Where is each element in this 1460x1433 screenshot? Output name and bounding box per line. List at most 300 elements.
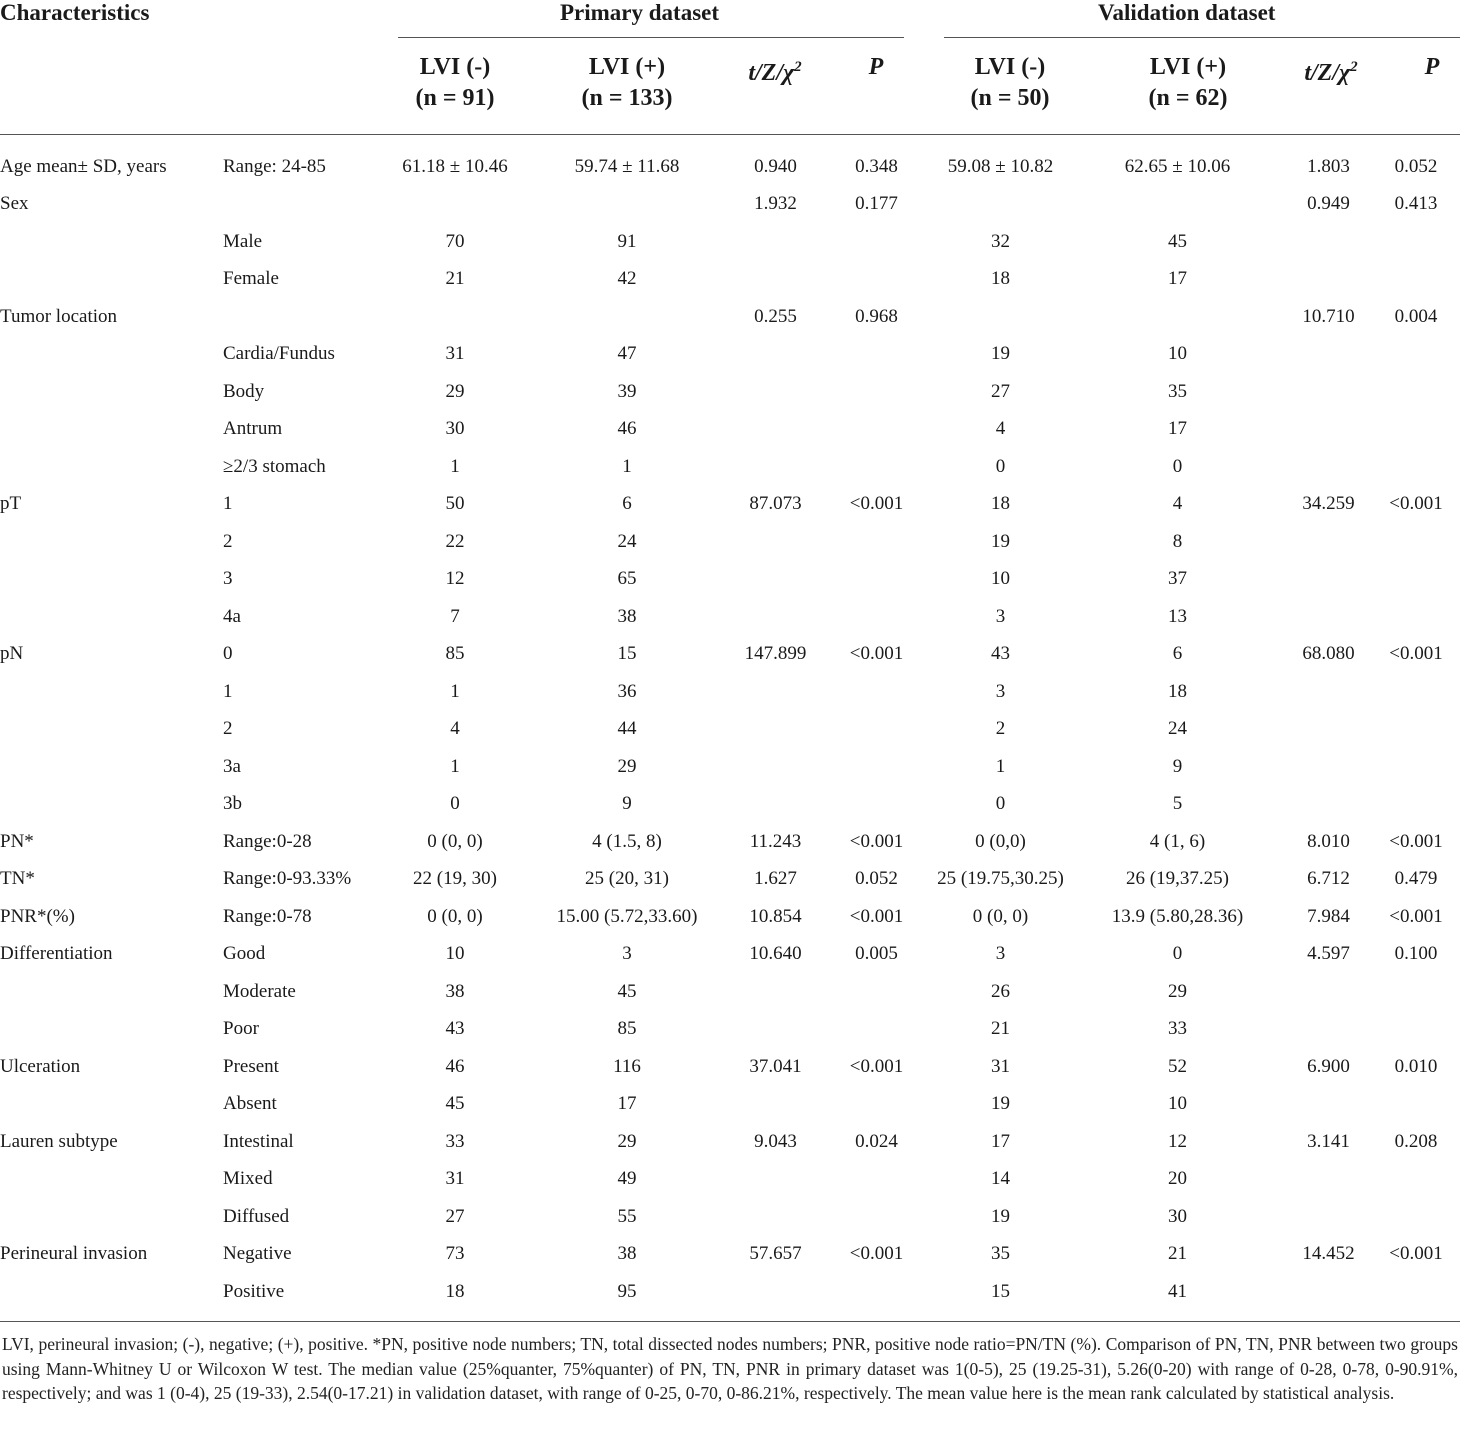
- category-cell: Moderate: [223, 980, 296, 1002]
- validation-stat-cell: [1285, 448, 1372, 486]
- primary-neg-cell: 70: [445, 230, 465, 252]
- validation-stat-cell: 7.984: [1307, 905, 1350, 927]
- primary-neg-cell: 31: [445, 1168, 465, 1190]
- validation-stat-cell: [1285, 1011, 1372, 1049]
- category-cell: 0: [223, 643, 233, 665]
- table-row: [0, 936, 1460, 974]
- primary-p-cell: [822, 1161, 931, 1199]
- validation-p-cell: 0.413: [1394, 193, 1438, 215]
- validation-neg-cell: 2: [995, 718, 1006, 740]
- validation-stat-cell: [1285, 523, 1372, 561]
- category-cell: Intestinal: [223, 1130, 294, 1152]
- primary-p-cell: 0.348: [855, 155, 898, 177]
- category-cell: 2: [223, 718, 233, 740]
- table-header-top: [0, 0, 1460, 34]
- validation-neg-cell: 32: [991, 230, 1010, 252]
- primary-pos-cell: 3: [622, 943, 632, 965]
- validation-pos-cell: 10: [1168, 1093, 1187, 1115]
- validation-p-cell: [1372, 448, 1460, 486]
- primary-pos-cell: 9: [622, 793, 632, 815]
- characteristic-cell: [0, 523, 223, 561]
- primary-p-cell: [822, 598, 931, 636]
- validation-neg-cell: 3: [995, 680, 1006, 702]
- primary-neg-cell: 10: [445, 943, 465, 965]
- validation-stat-cell: 6.712: [1307, 868, 1350, 890]
- characteristic-cell: Sex: [0, 193, 29, 215]
- primary-stat-cell: [729, 673, 822, 711]
- characteristic-cell: [0, 373, 223, 411]
- validation-stat-cell: [1285, 261, 1372, 299]
- table-row: [0, 1161, 1460, 1199]
- primary-pos-cell: 47: [617, 343, 637, 365]
- validation-pos-cell: 12: [1168, 1130, 1187, 1152]
- characteristic-cell: TN*: [0, 868, 35, 890]
- validation-neg-cell: 1: [995, 755, 1006, 777]
- primary-p-cell: [822, 523, 931, 561]
- characteristic-cell: [0, 1086, 223, 1124]
- validation-pos-cell: 41: [1168, 1280, 1187, 1302]
- category-cell: 1: [223, 680, 233, 702]
- validation-p-cell: [1372, 598, 1460, 636]
- table-bottom-rule: [0, 1321, 1460, 1322]
- primary-stat-cell: 87.073: [749, 493, 802, 515]
- primary-pos-cell: 95: [617, 1280, 637, 1302]
- characteristic-cell: pN: [0, 643, 24, 665]
- primary-p-cell: [822, 448, 931, 486]
- validation-neg-cell: 3: [995, 605, 1006, 627]
- validation-p-cell: 0.479: [1394, 868, 1438, 890]
- validation-stat-cell: [1285, 1086, 1372, 1124]
- characteristic-cell: [0, 973, 223, 1011]
- validation-stat-cell: 4.597: [1307, 943, 1350, 965]
- category-cell: Range: 24-85: [223, 155, 326, 177]
- primary-pos-cell: 49: [617, 1168, 637, 1190]
- primary-p-cell: [822, 973, 931, 1011]
- primary-neg-cell: 73: [445, 1243, 465, 1265]
- validation-pos-cell: 0: [1172, 943, 1183, 965]
- primary-p-cell: [822, 411, 931, 449]
- table-row: [0, 223, 1460, 261]
- validation-p-cell: [1372, 373, 1460, 411]
- validation-p-cell: [1372, 973, 1460, 1011]
- primary-neg-cell: 31: [445, 343, 465, 365]
- validation-neg-cell: 0 (0, 0): [972, 905, 1029, 927]
- category-cell: Body: [223, 380, 265, 402]
- primary-p-cell: [822, 336, 931, 374]
- validation-pos-cell: 30: [1168, 1205, 1187, 1227]
- characteristic-cell: [0, 748, 223, 786]
- validation-pos-cell: 17: [1168, 418, 1187, 440]
- validation-p-cell: [1372, 748, 1460, 786]
- primary-pos-cell: 59.74 ± 11.68: [574, 155, 680, 177]
- table-row: [0, 261, 1460, 299]
- table-row: [0, 523, 1460, 561]
- primary-p-cell: [822, 1086, 931, 1124]
- primary-stat-cell: [729, 973, 822, 1011]
- primary-pos-cell: 44: [617, 718, 637, 740]
- validation-pos-cell: [1070, 186, 1285, 224]
- primary-neg-cell: 27: [445, 1205, 465, 1227]
- validation-group-rule: [944, 37, 1460, 38]
- validation-stat-cell: 0.949: [1307, 193, 1350, 215]
- primary-stat-cell: 1.627: [754, 868, 797, 890]
- validation-p-cell: [1372, 223, 1460, 261]
- primary-neg-cell: 0: [450, 793, 460, 815]
- primary-p-cell: <0.001: [849, 1243, 904, 1265]
- table-row: [0, 448, 1460, 486]
- validation-neg-cell: 18: [991, 268, 1010, 290]
- primary-dataset-heading: Primary dataset: [560, 0, 720, 25]
- table-row: [0, 1086, 1460, 1124]
- primary-stat-cell: [729, 261, 822, 299]
- primary-neg-cell: [385, 186, 525, 224]
- validation-p-cell: [1372, 1086, 1460, 1124]
- validation-neg-cell: 0: [995, 793, 1006, 815]
- primary-pos-cell: 24: [617, 530, 637, 552]
- table-row: [0, 711, 1460, 749]
- characteristic-cell: pT: [0, 493, 22, 515]
- validation-stat-cell: [1285, 973, 1372, 1011]
- primary-stat-cell: [729, 411, 822, 449]
- primary-p-cell: <0.001: [849, 830, 904, 852]
- validation-neg-cell: 43: [991, 643, 1010, 665]
- validation-pos-cell: 35: [1168, 380, 1187, 402]
- characteristic-cell: [0, 411, 223, 449]
- validation-neg-cell: 10: [991, 568, 1010, 590]
- category-cell: Diffused: [223, 1205, 290, 1227]
- primary-lvi-negative-header: LVI (-) (n = 91): [415, 54, 495, 111]
- primary-neg-cell: 21: [445, 268, 465, 290]
- primary-neg-cell: 4: [450, 718, 460, 740]
- validation-pos-cell: 24: [1168, 718, 1187, 740]
- primary-stat-cell: 1.932: [754, 193, 797, 215]
- category-cell: 3b: [223, 793, 242, 815]
- characteristic-cell: [0, 261, 223, 299]
- validation-stat-cell: [1285, 561, 1372, 599]
- table-row: [0, 973, 1460, 1011]
- primary-neg-cell: 85: [445, 643, 465, 665]
- table-row: [0, 1236, 1460, 1274]
- primary-p-cell: [822, 1011, 931, 1049]
- primary-neg-cell: 12: [445, 568, 465, 590]
- primary-stat-cell: [729, 523, 822, 561]
- category-cell: Mixed: [223, 1168, 273, 1190]
- validation-pos-cell: 4: [1172, 493, 1183, 515]
- primary-stat-cell: 147.899: [744, 643, 807, 665]
- table-row: [0, 186, 1460, 224]
- table-row: [0, 336, 1460, 374]
- primary-neg-cell: 29: [445, 380, 465, 402]
- primary-pos-cell: 15: [617, 643, 637, 665]
- primary-pos-cell: 116: [613, 1055, 641, 1077]
- primary-stat-cell: [729, 748, 822, 786]
- primary-p-cell: 0.024: [855, 1130, 898, 1152]
- primary-p-cell: 0.005: [855, 943, 898, 965]
- validation-p-cell: <0.001: [1389, 830, 1443, 852]
- primary-p-cell: [822, 1273, 931, 1311]
- category-cell: 1: [223, 493, 233, 515]
- validation-stat-cell: [1285, 336, 1372, 374]
- characteristic-cell: [0, 561, 223, 599]
- validation-pos-cell: 8: [1172, 530, 1183, 552]
- validation-neg-cell: 3: [995, 943, 1006, 965]
- primary-p-cell: <0.001: [849, 1055, 904, 1077]
- validation-stat-cell: 3.141: [1307, 1130, 1350, 1152]
- table-row: [0, 786, 1460, 824]
- characteristic-cell: Tumor location: [0, 305, 117, 327]
- validation-neg-cell: [931, 186, 1070, 224]
- primary-pos-cell: 25 (20, 31): [585, 868, 669, 890]
- primary-p-cell: [822, 786, 931, 824]
- category-cell: ≥2/3 stomach: [223, 455, 326, 477]
- category-cell: Good: [223, 943, 266, 965]
- primary-stat-cell: [729, 1198, 822, 1236]
- validation-p-cell: [1372, 1273, 1460, 1311]
- table-row: [0, 823, 1460, 861]
- validation-neg-cell: 19: [991, 343, 1010, 365]
- primary-pos-cell: 17: [617, 1093, 637, 1115]
- primary-pos-cell: 38: [617, 605, 637, 627]
- validation-neg-cell: 26: [991, 980, 1010, 1002]
- characteristic-cell: [0, 1273, 223, 1311]
- validation-p-cell: [1372, 673, 1460, 711]
- validation-neg-cell: 21: [991, 1018, 1010, 1040]
- primary-neg-cell: 50: [445, 493, 465, 515]
- primary-stat-cell: 11.243: [749, 830, 802, 852]
- validation-stat-cell: [1285, 411, 1372, 449]
- table-row: [0, 148, 1460, 186]
- validation-pos-cell: 33: [1168, 1018, 1187, 1040]
- validation-pos-cell: 52: [1168, 1055, 1187, 1077]
- primary-neg-cell: 46: [445, 1055, 465, 1077]
- primary-stat-cell: [729, 336, 822, 374]
- header-bottom-rule: [0, 134, 1460, 135]
- primary-stat-cell: [729, 1086, 822, 1124]
- validation-pos-cell: 0: [1172, 455, 1183, 477]
- validation-neg-cell: 17: [991, 1130, 1010, 1152]
- validation-stat-cell: 68.080: [1302, 643, 1355, 665]
- category-cell: Male: [223, 230, 263, 252]
- table-row: [0, 1198, 1460, 1236]
- table-row: [0, 1123, 1460, 1161]
- validation-p-cell: <0.001: [1389, 643, 1443, 665]
- validation-stat-cell: 8.010: [1307, 830, 1350, 852]
- primary-stat-cell: 10.854: [749, 905, 802, 927]
- table-footnote: LVI, perineural invasion; (-), negative; (+), positive. *PN, positive node numbers; TN, total dissected nodes numbers; PNR, positive node ratio=PN/TN (%). Comparison of PN, TN, PNR between two groups using Mann-Whitney U or Wilcoxon W test. The median value (25%quanter, 75%quanter) of PN, TN, PNR in primary dataset was 1(0-5), 25 (19.25-31), 5.26(0-20) with range of 0-28, 0-78, 0-90.91%, respectively; and was 1 (0-4), 25 (19-33), 2.54(0-17.21) in validation dataset, with range of 0-25, 0-70, 0-86.21%, respectively. The mean value here is the mean rank calculated by statistical analysis.: [2, 1334, 1458, 1403]
- table-row: [0, 748, 1460, 786]
- primary-pos-cell: 4 (1.5, 8): [592, 830, 662, 852]
- validation-stat-cell: [1285, 598, 1372, 636]
- primary-stat-cell: [729, 561, 822, 599]
- validation-pos-cell: [1070, 298, 1285, 336]
- validation-dataset-heading: Validation dataset: [1098, 0, 1276, 25]
- primary-pos-cell: 6: [622, 493, 632, 515]
- category-cell: Positive: [223, 1280, 285, 1302]
- characteristic-cell: [0, 336, 223, 374]
- validation-pos-cell: 17: [1168, 268, 1187, 290]
- validation-pos-cell: 21: [1168, 1243, 1187, 1265]
- category-cell: Female: [223, 268, 279, 290]
- primary-neg-cell: 45: [445, 1093, 465, 1115]
- category-cell: Range:0-78: [223, 905, 312, 927]
- primary-pos-cell: 45: [617, 980, 637, 1002]
- category-cell: 2: [223, 530, 233, 552]
- characteristic-cell: [0, 1161, 223, 1199]
- primary-stat-cell: 9.043: [754, 1130, 797, 1152]
- validation-p-cell: [1372, 411, 1460, 449]
- validation-neg-cell: [931, 298, 1070, 336]
- primary-pos-cell: 38: [617, 1243, 637, 1265]
- validation-p-cell: [1372, 523, 1460, 561]
- validation-neg-cell: 59.08 ± 10.82: [947, 155, 1054, 177]
- validation-pos-cell: 29: [1168, 980, 1187, 1002]
- primary-statistic-header: $t/Z/\chi^2$: [748, 59, 802, 86]
- category-cell: [223, 298, 385, 336]
- characteristics-heading: Characteristics: [0, 0, 150, 25]
- primary-stat-cell: [729, 1273, 822, 1311]
- validation-p-header: P: [1424, 54, 1440, 80]
- characteristic-cell: [0, 786, 223, 824]
- primary-neg-cell: 0 (0, 0): [427, 905, 483, 927]
- category-cell: Range:0-28: [223, 830, 312, 852]
- validation-p-cell: <0.001: [1389, 905, 1443, 927]
- validation-p-cell: [1372, 261, 1460, 299]
- primary-stat-cell: 57.657: [749, 1243, 802, 1265]
- validation-neg-cell: 19: [991, 530, 1010, 552]
- table-row: [0, 898, 1460, 936]
- primary-p-cell: 0.052: [855, 868, 898, 890]
- primary-p-cell: [822, 673, 931, 711]
- validation-neg-cell: 19: [991, 1093, 1010, 1115]
- primary-neg-cell: 0 (0, 0): [427, 830, 483, 852]
- category-cell: 3: [223, 568, 233, 590]
- table-row: [0, 1011, 1460, 1049]
- primary-p-cell: <0.001: [849, 905, 904, 927]
- validation-neg-cell: 19: [991, 1205, 1010, 1227]
- validation-statistic-header: $t/Z/\chi^2$: [1304, 59, 1358, 86]
- primary-stat-cell: [729, 786, 822, 824]
- primary-p-cell: [822, 1198, 931, 1236]
- characteristic-cell: PN*: [0, 830, 34, 852]
- primary-p-cell: <0.001: [849, 643, 904, 665]
- primary-pos-cell: 91: [617, 230, 637, 252]
- primary-stat-cell: 10.640: [749, 943, 802, 965]
- primary-p-cell: <0.001: [849, 493, 904, 515]
- primary-pos-cell: 85: [617, 1018, 637, 1040]
- primary-stat-cell: [729, 1161, 822, 1199]
- validation-stat-cell: [1285, 1273, 1372, 1311]
- validation-p-cell: 0.100: [1394, 943, 1438, 965]
- characteristic-cell: Perineural invasion: [0, 1243, 148, 1265]
- validation-stat-cell: 34.259: [1302, 493, 1355, 515]
- primary-neg-cell: 30: [445, 418, 465, 440]
- validation-stat-cell: [1285, 1198, 1372, 1236]
- characteristic-cell: Ulceration: [0, 1055, 81, 1077]
- category-cell: Present: [223, 1055, 279, 1077]
- primary-stat-cell: [729, 448, 822, 486]
- validation-neg-cell: 14: [991, 1168, 1010, 1190]
- validation-lvi-positive-header: LVI (+) (n = 62): [1148, 54, 1228, 111]
- validation-stat-cell: [1285, 786, 1372, 824]
- table-row: [0, 861, 1460, 899]
- validation-lvi-negative-header: LVI (-) (n = 50): [970, 54, 1050, 111]
- primary-stat-cell: 0.940: [754, 155, 797, 177]
- validation-neg-cell: 25 (19.75,30.25): [937, 868, 1064, 890]
- primary-neg-cell: 22: [445, 530, 465, 552]
- validation-neg-cell: 18: [991, 493, 1010, 515]
- primary-pos-cell: 46: [617, 418, 637, 440]
- primary-pos-cell: 55: [617, 1205, 637, 1227]
- validation-p-cell: <0.001: [1389, 1243, 1443, 1265]
- validation-p-cell: 0.208: [1394, 1130, 1438, 1152]
- validation-stat-cell: [1285, 748, 1372, 786]
- primary-p-cell: [822, 223, 931, 261]
- validation-stat-cell: 6.900: [1307, 1055, 1350, 1077]
- validation-p-cell: [1372, 786, 1460, 824]
- primary-stat-cell: [729, 373, 822, 411]
- primary-pos-cell: 36: [617, 680, 637, 702]
- validation-pos-cell: 20: [1168, 1168, 1187, 1190]
- primary-p-cell: [822, 261, 931, 299]
- validation-pos-cell: 62.65 ± 10.06: [1124, 155, 1231, 177]
- characteristic-cell: [0, 448, 223, 486]
- validation-pos-cell: 37: [1168, 568, 1187, 590]
- validation-neg-cell: 0: [995, 455, 1006, 477]
- category-cell: Negative: [223, 1243, 292, 1265]
- validation-pos-cell: 45: [1168, 230, 1187, 252]
- table-row: [0, 486, 1460, 524]
- validation-neg-cell: 4: [995, 418, 1006, 440]
- primary-lvi-positive-header: LVI (+) (n = 133): [581, 54, 673, 111]
- category-cell: Poor: [223, 1018, 259, 1040]
- validation-pos-cell: 13: [1168, 605, 1187, 627]
- validation-neg-cell: 0 (0,0): [975, 830, 1026, 852]
- primary-p-header: P: [868, 54, 884, 80]
- characteristic-cell: Age mean± SD, years: [0, 155, 167, 177]
- primary-neg-cell: 1: [450, 680, 460, 702]
- primary-pos-cell: 39: [617, 380, 637, 402]
- category-cell: Range:0-93.33%: [223, 868, 352, 890]
- primary-neg-cell: 43: [445, 1018, 465, 1040]
- primary-neg-cell: 38: [445, 980, 465, 1002]
- primary-p-cell: [822, 711, 931, 749]
- category-cell: [223, 186, 385, 224]
- validation-pos-cell: 13.9 (5.80,28.36): [1111, 905, 1244, 927]
- characteristic-cell: Lauren subtype: [0, 1130, 118, 1152]
- primary-neg-cell: 18: [445, 1280, 465, 1302]
- characteristic-cell: Differentiation: [0, 943, 113, 965]
- validation-pos-cell: 18: [1168, 680, 1187, 702]
- validation-stat-cell: 10.710: [1302, 305, 1355, 327]
- primary-pos-cell: [525, 298, 729, 336]
- primary-neg-cell: 33: [445, 1130, 465, 1152]
- validation-pos-cell: 5: [1172, 793, 1183, 815]
- primary-stat-cell: [729, 223, 822, 261]
- validation-pos-cell: 9: [1172, 755, 1183, 777]
- primary-stat-cell: [729, 711, 822, 749]
- table-row: [0, 673, 1460, 711]
- validation-stat-cell: [1285, 711, 1372, 749]
- validation-pos-cell: 26 (19,37.25): [1126, 868, 1229, 890]
- primary-p-cell: [822, 561, 931, 599]
- category-cell: 3a: [223, 755, 241, 777]
- validation-p-cell: [1372, 561, 1460, 599]
- primary-p-cell: [822, 748, 931, 786]
- validation-stat-cell: [1285, 1161, 1372, 1199]
- primary-neg-cell: 22 (19, 30): [413, 868, 497, 890]
- table-row: [0, 373, 1460, 411]
- characteristic-cell: [0, 1198, 223, 1236]
